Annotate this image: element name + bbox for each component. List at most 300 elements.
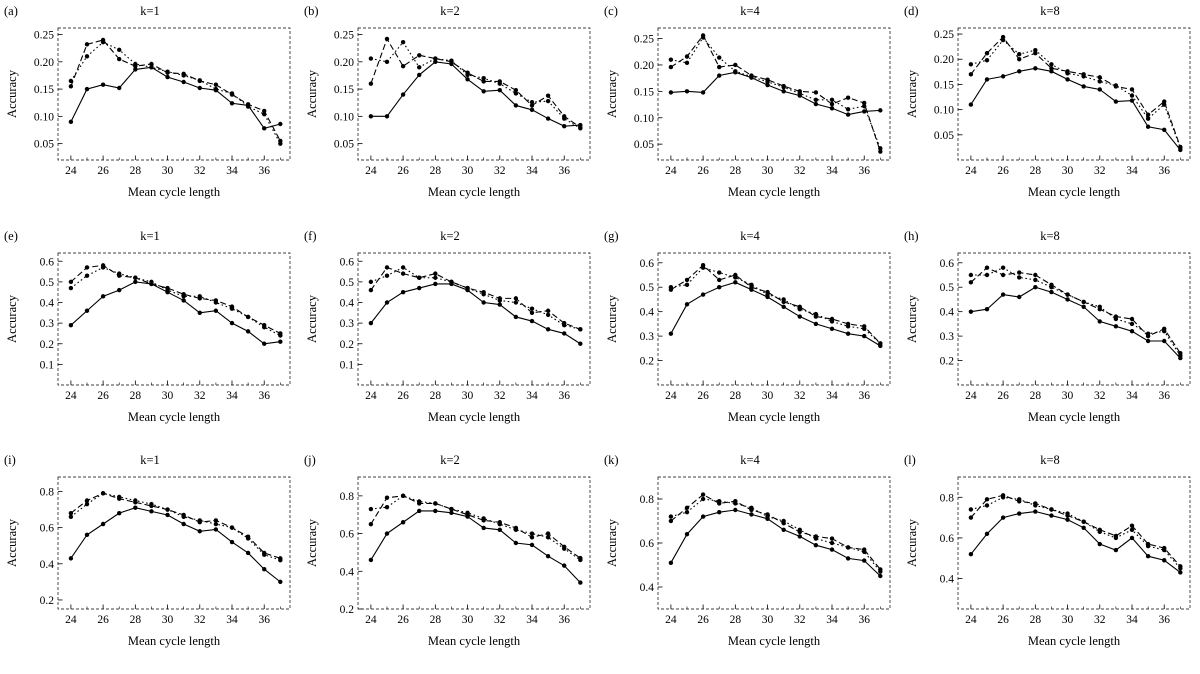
y-tick-label: 0.1: [339, 358, 354, 371]
data-point: [878, 146, 882, 150]
y-tick-label: 0.6: [339, 255, 354, 268]
data-point: [85, 87, 89, 91]
data-point: [1017, 512, 1021, 516]
y-axis-label: Accuracy: [305, 294, 319, 343]
data-point: [781, 528, 785, 532]
chart-panel: [300, 225, 600, 450]
data-point: [433, 501, 437, 505]
chart-panel: [900, 449, 1200, 674]
plot-area: [900, 449, 1200, 674]
data-point: [449, 279, 453, 283]
x-tick-label: 32: [1094, 614, 1106, 627]
x-tick-label: 32: [194, 389, 206, 402]
data-point: [481, 300, 485, 304]
data-point: [181, 80, 185, 84]
data-point: [701, 497, 705, 501]
data-point: [669, 57, 673, 61]
x-axis-label: Mean cycle length: [1027, 185, 1121, 199]
data-point: [369, 522, 373, 526]
y-tick-label: 0.6: [939, 533, 954, 546]
data-point: [1017, 52, 1021, 56]
data-point: [814, 543, 818, 547]
data-point: [546, 327, 550, 331]
data-point: [214, 308, 218, 312]
y-tick-label: 0.3: [639, 330, 654, 343]
data-point: [846, 107, 850, 111]
data-point: [1001, 272, 1005, 276]
y-tick-label: 0.15: [933, 79, 954, 92]
data-point: [1114, 324, 1118, 328]
series-line: [71, 267, 280, 335]
data-point: [262, 341, 266, 345]
data-point: [198, 86, 202, 90]
data-point: [1146, 331, 1150, 335]
data-point: [433, 509, 437, 513]
data-point: [165, 508, 169, 512]
y-tick-label: 0.20: [633, 59, 654, 72]
y-tick-label: 0.10: [633, 112, 654, 125]
data-point: [1001, 74, 1005, 78]
x-tick-label: 34: [526, 614, 538, 627]
data-point: [1130, 87, 1134, 91]
x-tick-label: 28: [429, 389, 442, 402]
chart-panel: [300, 0, 600, 225]
plot-area: [600, 0, 900, 225]
x-tick-label: 24: [365, 614, 377, 627]
data-point: [465, 511, 469, 515]
chart-panel: [0, 0, 300, 225]
data-point: [262, 553, 266, 557]
data-point: [278, 122, 282, 126]
chart-panel: [300, 449, 600, 674]
data-point: [546, 554, 550, 558]
x-tick-label: 30: [161, 389, 174, 402]
data-point: [101, 294, 105, 298]
panel-title: k=4: [740, 228, 760, 243]
y-tick-label: 0.2: [339, 338, 354, 351]
data-point: [717, 510, 721, 514]
data-point: [401, 40, 405, 44]
data-point: [1049, 514, 1053, 518]
y-tick-label: 0.6: [39, 522, 54, 535]
y-tick-label: 0.5: [339, 276, 354, 289]
x-tick-label: 32: [794, 165, 806, 177]
data-point: [846, 96, 850, 100]
data-point: [669, 331, 673, 335]
data-point: [985, 272, 989, 276]
data-point: [101, 83, 105, 87]
data-point: [433, 271, 437, 275]
data-point: [246, 314, 250, 318]
series-line: [671, 282, 880, 346]
data-point: [498, 302, 502, 306]
data-point: [514, 541, 518, 545]
data-point: [781, 304, 785, 308]
data-point: [1033, 272, 1037, 276]
y-tick-label: 0.10: [333, 111, 354, 124]
data-point: [385, 265, 389, 269]
data-point: [278, 558, 282, 562]
data-point: [1162, 102, 1166, 106]
data-point: [69, 79, 73, 83]
data-point: [149, 509, 153, 513]
data-point: [578, 581, 582, 585]
data-point: [449, 507, 453, 511]
data-point: [669, 285, 673, 289]
y-tick-label: 0.2: [639, 355, 654, 368]
data-point: [701, 90, 705, 94]
data-point: [685, 54, 689, 58]
data-point: [969, 272, 973, 276]
panel-title: k=8: [1040, 4, 1060, 18]
x-tick-label: 24: [365, 389, 377, 402]
data-point: [481, 292, 485, 296]
data-point: [1098, 319, 1102, 323]
data-point: [401, 271, 405, 275]
data-point: [1049, 285, 1053, 289]
data-point: [814, 537, 818, 541]
data-point: [1001, 516, 1005, 520]
data-point: [1033, 277, 1037, 281]
y-tick-label: 0.10: [933, 104, 954, 117]
panel-letter: (j): [304, 453, 316, 468]
x-tick-label: 28: [429, 165, 442, 177]
y-tick-label: 0.15: [633, 86, 654, 99]
data-point: [1033, 510, 1037, 514]
data-point: [369, 114, 373, 118]
x-tick-label: 32: [794, 389, 806, 402]
data-point: [1162, 329, 1166, 333]
data-point: [433, 281, 437, 285]
data-point: [530, 306, 534, 310]
data-point: [85, 54, 89, 58]
data-point: [385, 505, 389, 509]
data-point: [830, 98, 834, 102]
data-point: [562, 331, 566, 335]
x-tick-label: 32: [194, 614, 206, 627]
data-point: [417, 73, 421, 77]
plot-frame: [658, 28, 890, 160]
y-tick-label: 0.5: [639, 281, 654, 294]
data-point: [1162, 128, 1166, 132]
series-line: [71, 493, 280, 560]
data-point: [181, 515, 185, 519]
data-point: [562, 124, 566, 128]
data-point: [701, 292, 705, 296]
data-point: [514, 296, 518, 300]
data-point: [1017, 69, 1021, 73]
x-tick-label: 24: [365, 165, 377, 177]
data-point: [278, 580, 282, 584]
data-point: [133, 62, 137, 66]
data-point: [578, 126, 582, 130]
data-point: [969, 516, 973, 520]
x-tick-label: 28: [129, 165, 142, 177]
x-tick-label: 34: [226, 389, 238, 402]
data-point: [1162, 558, 1166, 562]
series-line: [671, 499, 880, 572]
data-point: [117, 57, 121, 61]
data-point: [101, 40, 105, 44]
series-line: [971, 37, 1180, 147]
data-point: [798, 314, 802, 318]
data-point: [433, 275, 437, 279]
x-axis-label: Mean cycle length: [427, 634, 521, 649]
x-tick-label: 26: [97, 389, 109, 402]
data-point: [117, 288, 121, 292]
data-point: [385, 496, 389, 500]
data-point: [846, 112, 850, 116]
x-tick-label: 34: [526, 165, 538, 177]
data-point: [1065, 77, 1069, 81]
y-axis-label: Accuracy: [305, 70, 319, 118]
series-line: [971, 40, 1180, 148]
data-point: [781, 519, 785, 523]
data-point: [969, 62, 973, 66]
data-point: [198, 78, 202, 82]
data-point: [830, 102, 834, 106]
panel-title: k=1: [140, 228, 160, 243]
data-point: [117, 48, 121, 52]
chart-panel: [0, 449, 300, 674]
data-point: [862, 550, 866, 554]
data-point: [1017, 294, 1021, 298]
data-point: [149, 65, 153, 69]
y-tick-label: 0.4: [939, 306, 954, 319]
data-point: [798, 528, 802, 532]
data-point: [401, 494, 405, 498]
data-point: [562, 323, 566, 327]
data-point: [798, 534, 802, 538]
data-point: [781, 297, 785, 301]
x-tick-label: 34: [826, 614, 838, 627]
data-point: [685, 89, 689, 93]
data-point: [514, 314, 518, 318]
y-tick-label: 0.25: [633, 33, 654, 46]
data-point: [1098, 79, 1102, 83]
data-point: [198, 294, 202, 298]
x-tick-label: 24: [965, 165, 977, 177]
data-point: [733, 280, 737, 284]
plot-area: [900, 0, 1200, 225]
data-point: [530, 318, 534, 322]
x-tick-label: 36: [858, 389, 870, 402]
data-point: [562, 564, 566, 568]
data-point: [969, 507, 973, 511]
y-tick-label: 0.25: [33, 29, 54, 42]
data-point: [85, 42, 89, 46]
data-point: [798, 91, 802, 95]
x-tick-label: 28: [1029, 165, 1042, 177]
data-point: [1049, 66, 1053, 70]
x-axis-label: Mean cycle length: [727, 409, 821, 424]
x-tick-label: 26: [697, 614, 709, 627]
data-point: [385, 60, 389, 64]
data-point: [101, 522, 105, 526]
data-point: [230, 91, 234, 95]
data-point: [1001, 495, 1005, 499]
data-point: [1033, 66, 1037, 70]
data-point: [214, 527, 218, 531]
x-tick-label: 34: [826, 165, 838, 177]
y-axis-label: Accuracy: [905, 519, 919, 568]
data-point: [433, 56, 437, 60]
y-tick-label: 0.5: [939, 281, 954, 294]
data-point: [969, 552, 973, 556]
data-point: [85, 502, 89, 506]
data-point: [765, 515, 769, 519]
data-point: [369, 507, 373, 511]
x-tick-label: 32: [494, 614, 506, 627]
series-line: [971, 68, 1180, 150]
x-tick-label: 36: [858, 165, 870, 177]
data-point: [1114, 83, 1118, 87]
series-line: [71, 42, 280, 143]
data-point: [862, 334, 866, 338]
data-point: [1146, 116, 1150, 120]
data-point: [685, 302, 689, 306]
y-tick-label: 0.6: [939, 257, 954, 270]
series-line: [71, 281, 280, 343]
x-tick-label: 36: [1158, 165, 1170, 177]
panel-title: k=1: [140, 453, 160, 468]
data-point: [417, 509, 421, 513]
data-point: [101, 491, 105, 495]
data-point: [985, 503, 989, 507]
data-point: [85, 273, 89, 277]
data-point: [830, 541, 834, 545]
data-point: [214, 300, 218, 304]
x-tick-label: 28: [1029, 614, 1042, 627]
data-point: [214, 522, 218, 526]
data-point: [1049, 62, 1053, 66]
y-axis-label: Accuracy: [605, 519, 619, 568]
series-line: [371, 496, 580, 560]
x-tick-label: 34: [226, 614, 238, 627]
data-point: [701, 493, 705, 497]
data-point: [685, 282, 689, 286]
data-point: [546, 116, 550, 120]
chart-panel: [600, 449, 900, 674]
plot-frame: [58, 477, 290, 609]
y-axis-label: Accuracy: [5, 70, 19, 118]
chart-panel: [600, 225, 900, 450]
data-point: [1065, 292, 1069, 296]
data-point: [1098, 304, 1102, 308]
data-point: [514, 528, 518, 532]
data-point: [1162, 548, 1166, 552]
y-tick-label: 0.20: [933, 54, 954, 67]
data-point: [846, 545, 850, 549]
x-tick-label: 28: [729, 165, 742, 177]
series-line: [671, 510, 880, 576]
panel-letter: (i): [4, 453, 16, 468]
data-point: [814, 312, 818, 316]
x-axis-label: Mean cycle length: [427, 409, 521, 424]
data-point: [1146, 554, 1150, 558]
data-point: [69, 84, 73, 88]
data-point: [814, 102, 818, 106]
x-tick-label: 26: [997, 165, 1009, 177]
data-point: [1130, 536, 1134, 540]
x-axis-label: Mean cycle length: [427, 185, 521, 199]
x-axis-label: Mean cycle length: [1027, 634, 1121, 649]
data-point: [181, 294, 185, 298]
data-point: [369, 56, 373, 60]
y-tick-label: 0.10: [33, 111, 54, 124]
panel-title: k=4: [740, 453, 760, 468]
data-point: [830, 548, 834, 552]
x-tick-label: 34: [526, 389, 538, 402]
data-point: [733, 508, 737, 512]
data-point: [85, 308, 89, 312]
data-point: [481, 76, 485, 80]
data-point: [878, 108, 882, 112]
data-point: [498, 298, 502, 302]
y-tick-label: 0.20: [333, 56, 354, 69]
x-tick-label: 24: [65, 389, 77, 402]
data-point: [814, 321, 818, 325]
data-point: [1178, 353, 1182, 357]
series-line: [371, 496, 580, 558]
plot-area: [300, 0, 600, 225]
data-point: [246, 536, 250, 540]
x-tick-label: 24: [65, 165, 77, 177]
data-point: [1146, 544, 1150, 548]
x-tick-label: 36: [1158, 389, 1170, 402]
data-point: [214, 87, 218, 91]
y-tick-label: 0.4: [639, 306, 654, 319]
x-axis-label: Mean cycle length: [1027, 409, 1121, 424]
series-line: [371, 267, 580, 329]
data-point: [701, 265, 705, 269]
panel-letter: (g): [604, 228, 619, 243]
data-point: [69, 120, 73, 124]
data-point: [1017, 275, 1021, 279]
data-point: [830, 537, 834, 541]
y-tick-label: 0.4: [39, 558, 54, 571]
panel-title: k=2: [440, 228, 460, 243]
data-point: [514, 300, 518, 304]
data-point: [733, 63, 737, 67]
data-point: [181, 522, 185, 526]
data-point: [481, 516, 485, 520]
data-point: [417, 65, 421, 69]
data-point: [230, 540, 234, 544]
series-line: [71, 265, 280, 333]
data-point: [1098, 542, 1102, 546]
data-point: [1017, 497, 1021, 501]
data-point: [1065, 297, 1069, 301]
y-tick-label: 0.4: [339, 566, 354, 579]
data-point: [1130, 93, 1134, 97]
y-axis-label: Accuracy: [5, 294, 19, 343]
x-tick-label: 36: [558, 389, 570, 402]
data-point: [814, 98, 818, 102]
data-point: [385, 114, 389, 118]
data-point: [685, 510, 689, 514]
data-point: [1178, 566, 1182, 570]
chart-panel: [0, 225, 300, 450]
data-point: [1098, 87, 1102, 91]
x-tick-label: 26: [397, 614, 409, 627]
data-point: [985, 58, 989, 62]
data-point: [1130, 321, 1134, 325]
x-tick-label: 26: [997, 614, 1009, 627]
panel-title: k=4: [740, 4, 760, 18]
y-tick-label: 0.1: [39, 358, 54, 371]
data-point: [701, 515, 705, 519]
